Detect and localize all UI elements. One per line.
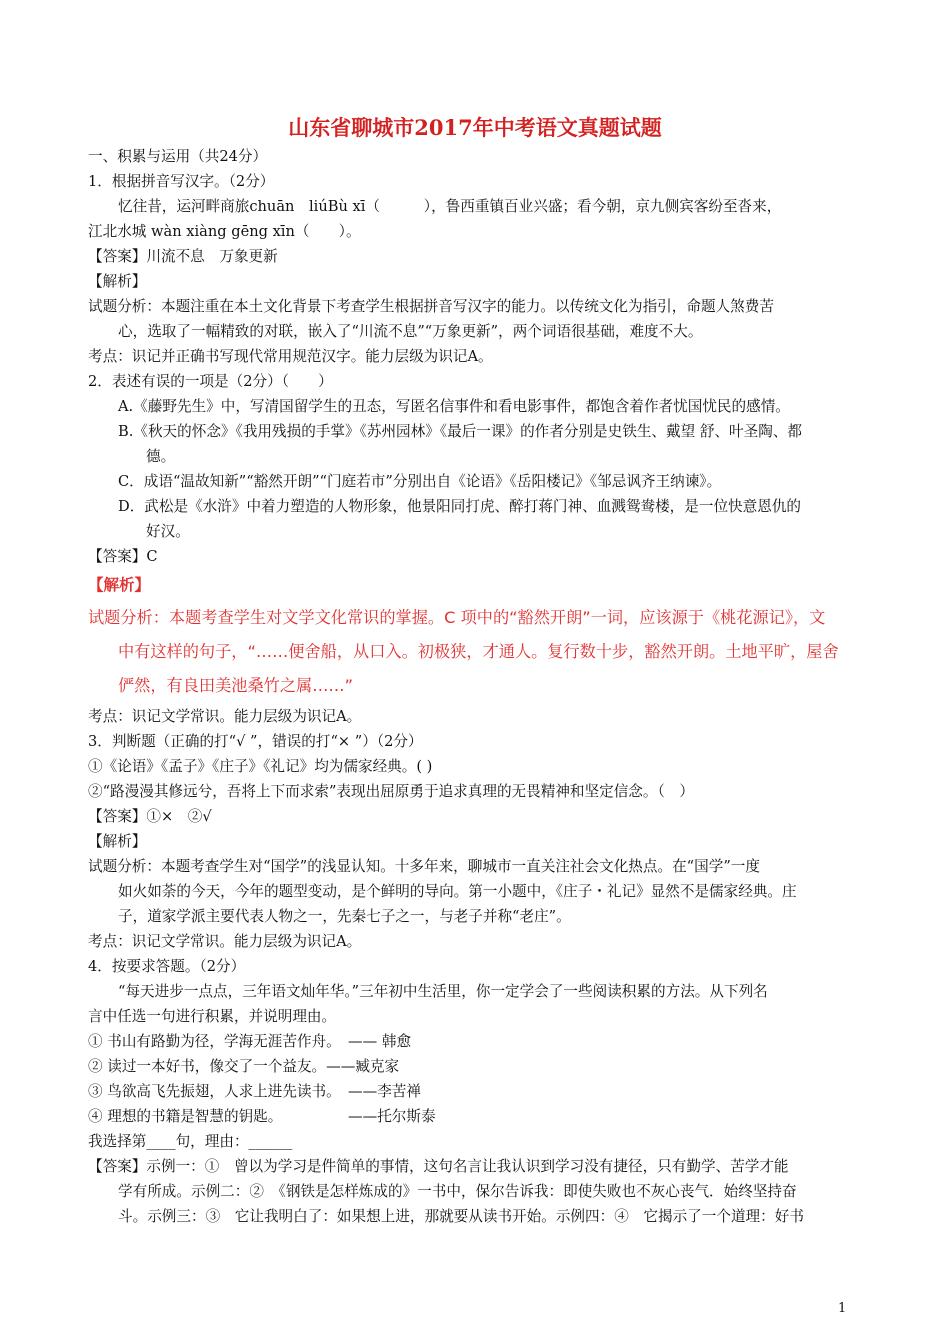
section-heading: 一、积累与运用（共24分） — [88, 148, 268, 165]
option-c: C．成语“温故知新”“豁然开朗”“门庭若市”分别出自《论语》《岳阳楼记》《邹忌讽齐王纳谏》。 — [118, 473, 722, 490]
question-1-text: 江北水城 wàn xiàng gēng xīn（ ）。 — [88, 223, 361, 240]
analysis-3-text: 子，道家学派主要代表人物之一，先秦七子之一，与老子并称“老庄”。 — [118, 908, 571, 925]
answer-2: 【答案】C — [88, 548, 158, 565]
question-2-heading: 2．表述有误的一项是（2分）（ ） — [88, 373, 333, 390]
question-4-heading: 4．按要求答题。（2分） — [88, 958, 246, 975]
analysis-2-text: 试题分析：本题考查学生对文学文化常识的掌握。C 项中的“豁然开朗”一词，应该源于《桃花源记》，文 — [88, 608, 826, 627]
page-number: 1 — [838, 1301, 847, 1316]
analysis-3-text: 试题分析：本题考查学生对“国学”的浅显认知。十多年来，聊城市一直关注社会文化热点。在“国学”一度 — [88, 858, 760, 875]
analysis-1-text: 试题分析：本题注重在本土文化背景下考查学生根据拼音写汉字的能力。以传统文化为指引，命题人煞费苦 — [88, 298, 774, 315]
question-1-heading: 1．根据拼音写汉字。（2分） — [88, 173, 275, 190]
kaodian-2: 考点：识记文学常识。能力层级为识记A。 — [88, 708, 362, 725]
answer-3: 【答案】①× ②√ — [88, 808, 212, 825]
option-a: A.《藤野先生》中，写清国留学生的丑态，写匿名信事件和看电影事件，都饱含着作者忧国忧民的感情。 — [118, 398, 790, 415]
question-3-item: ①《论语》《孟子》《庄子》《礼记》均为儒家经典。( ) — [88, 758, 433, 775]
option-d: 好汉。 — [146, 523, 190, 540]
page-title: 山东省聊城市2017年中考语文真题试题 — [288, 115, 662, 140]
question-3-heading: 3．判断题（正确的打“√ ”，错误的打“× ”）（2分） — [88, 733, 423, 750]
quote-item: ② 读过一本好书，像交了一个益友。——臧克家 — [88, 1058, 400, 1075]
question-3-item: ②“路漫漫其修远兮，吾将上下而求索”表现出屈原勇于追求真理的无畏精神和坚定信念。（ ） — [88, 783, 694, 800]
analysis-3-label: 【解析】 — [88, 833, 147, 850]
analysis-2-text: 俨然，有良田美池桑竹之属……” — [118, 676, 354, 695]
option-b: B.《秋天的怀念》《我用残损的手掌》《苏州园林》《最后一课》的作者分别是史铁生、戴望 舒、叶圣陶、都 — [118, 423, 803, 440]
kaodian-1: 考点：识记并正确书写现代常用规范汉字。能力层级为识记A。 — [88, 348, 493, 365]
quote-item: ③ 鸟欲高飞先振翅，人求上进先读书。 ——李苦禅 — [88, 1083, 421, 1100]
choice-prompt: 我选择第____句，理由：______ — [88, 1133, 293, 1150]
quote-item: ① 书山有路勤为径，学海无涯苦作舟。 —— 韩愈 — [88, 1033, 412, 1050]
option-d: D．武松是《水浒》中着力塑造的人物形象，他景阳同打虎、醉打蒋门神、血溅鸳鸯楼，是一位快意恩仇的 — [118, 498, 802, 515]
analysis-2-text: 中有这样的句子，“……便舍船，从口入。初极狭，才通人。复行数十步，豁然开朗。土地平旷，屋舍 — [118, 642, 839, 661]
quote-item: ④ 理想的书籍是智慧的钥匙。 ——托尔斯泰 — [88, 1108, 436, 1125]
answer-4: 斗。示例三：③ 它让我明白了：如果想上进，那就要从读书开始。示例四：④ 它揭示了一个道理：好书 — [118, 1208, 804, 1225]
question-1-text: 忆往昔，运河畔商旅chuān liúBù xī（ ），鲁西重镇百业兴盛；看今朝，京九侧宾客纷至沓来， — [118, 198, 782, 215]
analysis-1-label: 【解析】 — [88, 273, 147, 290]
question-4-text: 言中任选一句进行积累，并说明理由。 — [88, 1008, 337, 1025]
question-4-text: “每天进步一点点，三年语文灿年华。”三年初中生活里，你一定学会了一些阅读积累的方法。从下列名 — [118, 983, 768, 1000]
option-b: 德。 — [146, 448, 176, 465]
kaodian-3: 考点：识记文学常识。能力层级为识记A。 — [88, 933, 362, 950]
answer-4: 【答案】示例一：① 曾以为学习是件简单的事情，这句名言让我认识到学习没有捷径，只有勤学、苦学才能 — [88, 1158, 789, 1175]
analysis-3-text: 如火如荼的今天，今年的题型变动，是个鲜明的导向。第一小题中，《庄子・礼记》显然不是儒家经典。庄 — [118, 883, 797, 900]
answer-1: 【答案】川流不息 万象更新 — [88, 248, 278, 265]
answer-4: 学有所成。示例二：② 《钢铁是怎样炼成的》一书中，保尔告诉我：即使失败也不灰心丧气．始终坚持奋 — [118, 1183, 797, 1200]
analysis-1-text: 心，选取了一幅精致的对联，嵌入了“川流不息”“万象更新”，两个词语很基础，难度不大。 — [118, 323, 703, 340]
analysis-2-label: 【解析】 — [88, 576, 151, 594]
